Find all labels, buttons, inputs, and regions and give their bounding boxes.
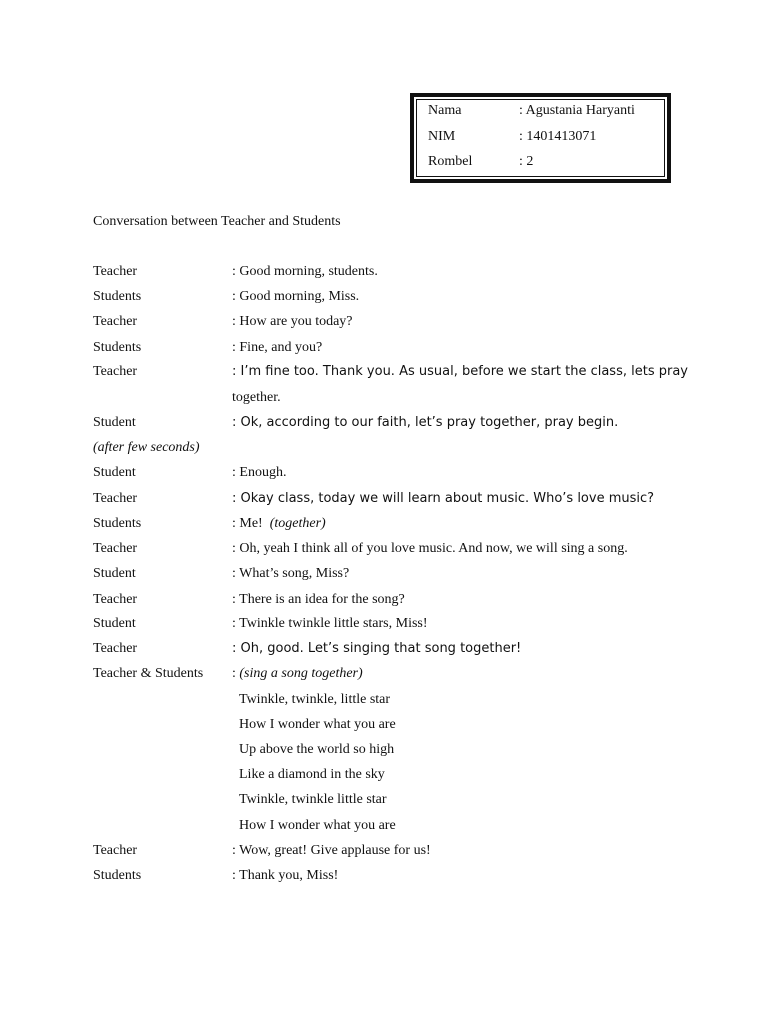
speaker: Student (93, 566, 136, 581)
dialogue-line (93, 262, 693, 282)
document-title: Conversation between Teacher and Students (93, 214, 341, 229)
utterance-with-note (232, 514, 326, 534)
lyric-line: How I wonder what you are (239, 818, 396, 833)
lyric-line: Twinkle, twinkle little star (239, 792, 387, 807)
identity-row-rombel (428, 152, 668, 172)
utterance: : Enough. (232, 465, 287, 480)
dialogue-line (93, 664, 693, 684)
dialogue-line (93, 413, 693, 433)
speaker: Student (93, 415, 136, 430)
speaker: Teacher (93, 264, 138, 279)
speaker: Teacher (93, 541, 138, 556)
speaker: Student (93, 465, 136, 480)
dialogue-line (93, 514, 693, 534)
utterance: : Me! (232, 516, 263, 531)
dialogue-line (93, 866, 693, 886)
dialogue-line (93, 312, 693, 332)
dialogue-line (93, 287, 693, 307)
speaker: Teacher (93, 592, 138, 607)
dialogue-line (93, 489, 693, 509)
identity-label: Nama (428, 103, 462, 118)
dialogue-line (93, 338, 693, 358)
lyric-line: Twinkle, twinkle, little star (239, 692, 391, 707)
stage-direction: (after few seconds) (93, 440, 200, 455)
utterance: : (232, 666, 236, 681)
utterance: : Thank you, Miss! (232, 868, 339, 883)
utterance: : I’m fine too. Thank you. As usual, before we start the class, lets pray (232, 364, 688, 379)
dialogue-line (93, 463, 693, 483)
dialogue-line (93, 841, 693, 861)
stage-note: (together) (269, 516, 326, 531)
utterance: : What’s song, Miss? (232, 566, 350, 581)
utterance: : There is an idea for the song? (232, 592, 405, 607)
speaker: Teacher (93, 843, 138, 858)
speaker: Students (93, 868, 142, 883)
speaker: Teacher (93, 314, 138, 329)
utterance: : Good morning, students. (232, 264, 378, 279)
dialogue-line (93, 362, 693, 382)
identity-label: Rombel (428, 154, 473, 169)
utterance-continuation: together. (232, 390, 281, 405)
identity-row-nama (428, 101, 668, 121)
speaker: Students (93, 340, 142, 355)
identity-value: : 2 (519, 154, 534, 169)
speaker: Teacher & Students (93, 666, 204, 681)
stage-note: (sing a song together) (239, 666, 363, 681)
utterance: : Oh, good. Let’s singing that song together! (232, 641, 522, 656)
utterance: : How are you today? (232, 314, 353, 329)
speaker: Student (93, 616, 136, 631)
dialogue-line (93, 614, 693, 634)
lyric-line: Like a diamond in the sky (239, 767, 385, 782)
dialogue-line (93, 639, 693, 659)
speaker: Students (93, 516, 142, 531)
speaker: Teacher (93, 364, 138, 379)
utterance-with-note (232, 664, 363, 684)
dialogue-line (93, 539, 693, 559)
speaker: Students (93, 289, 142, 304)
dialogue-line (93, 564, 693, 584)
identity-label: NIM (428, 129, 456, 144)
dialogue-line (93, 590, 693, 610)
utterance: : Fine, and you? (232, 340, 323, 355)
speaker: Teacher (93, 491, 138, 506)
speaker: Teacher (93, 641, 138, 656)
identity-value: : Agustania Haryanti (519, 103, 635, 118)
identity-value: : 1401413071 (519, 129, 597, 144)
lyric-line: How I wonder what you are (239, 717, 396, 732)
identity-row-nim (428, 127, 668, 147)
utterance: : Wow, great! Give applause for us! (232, 843, 431, 858)
utterance: : Good morning, Miss. (232, 289, 360, 304)
utterance: : Oh, yeah I think all of you love music. And now, we will sing a song. (232, 541, 628, 556)
utterance: : Twinkle twinkle little stars, Miss! (232, 616, 428, 631)
utterance: : Okay class, today we will learn about music. Who’s love music? (232, 491, 655, 506)
lyric-line: Up above the world so high (239, 742, 395, 757)
utterance: : Ok, according to our faith, let’s pray together, pray begin. (232, 415, 619, 430)
